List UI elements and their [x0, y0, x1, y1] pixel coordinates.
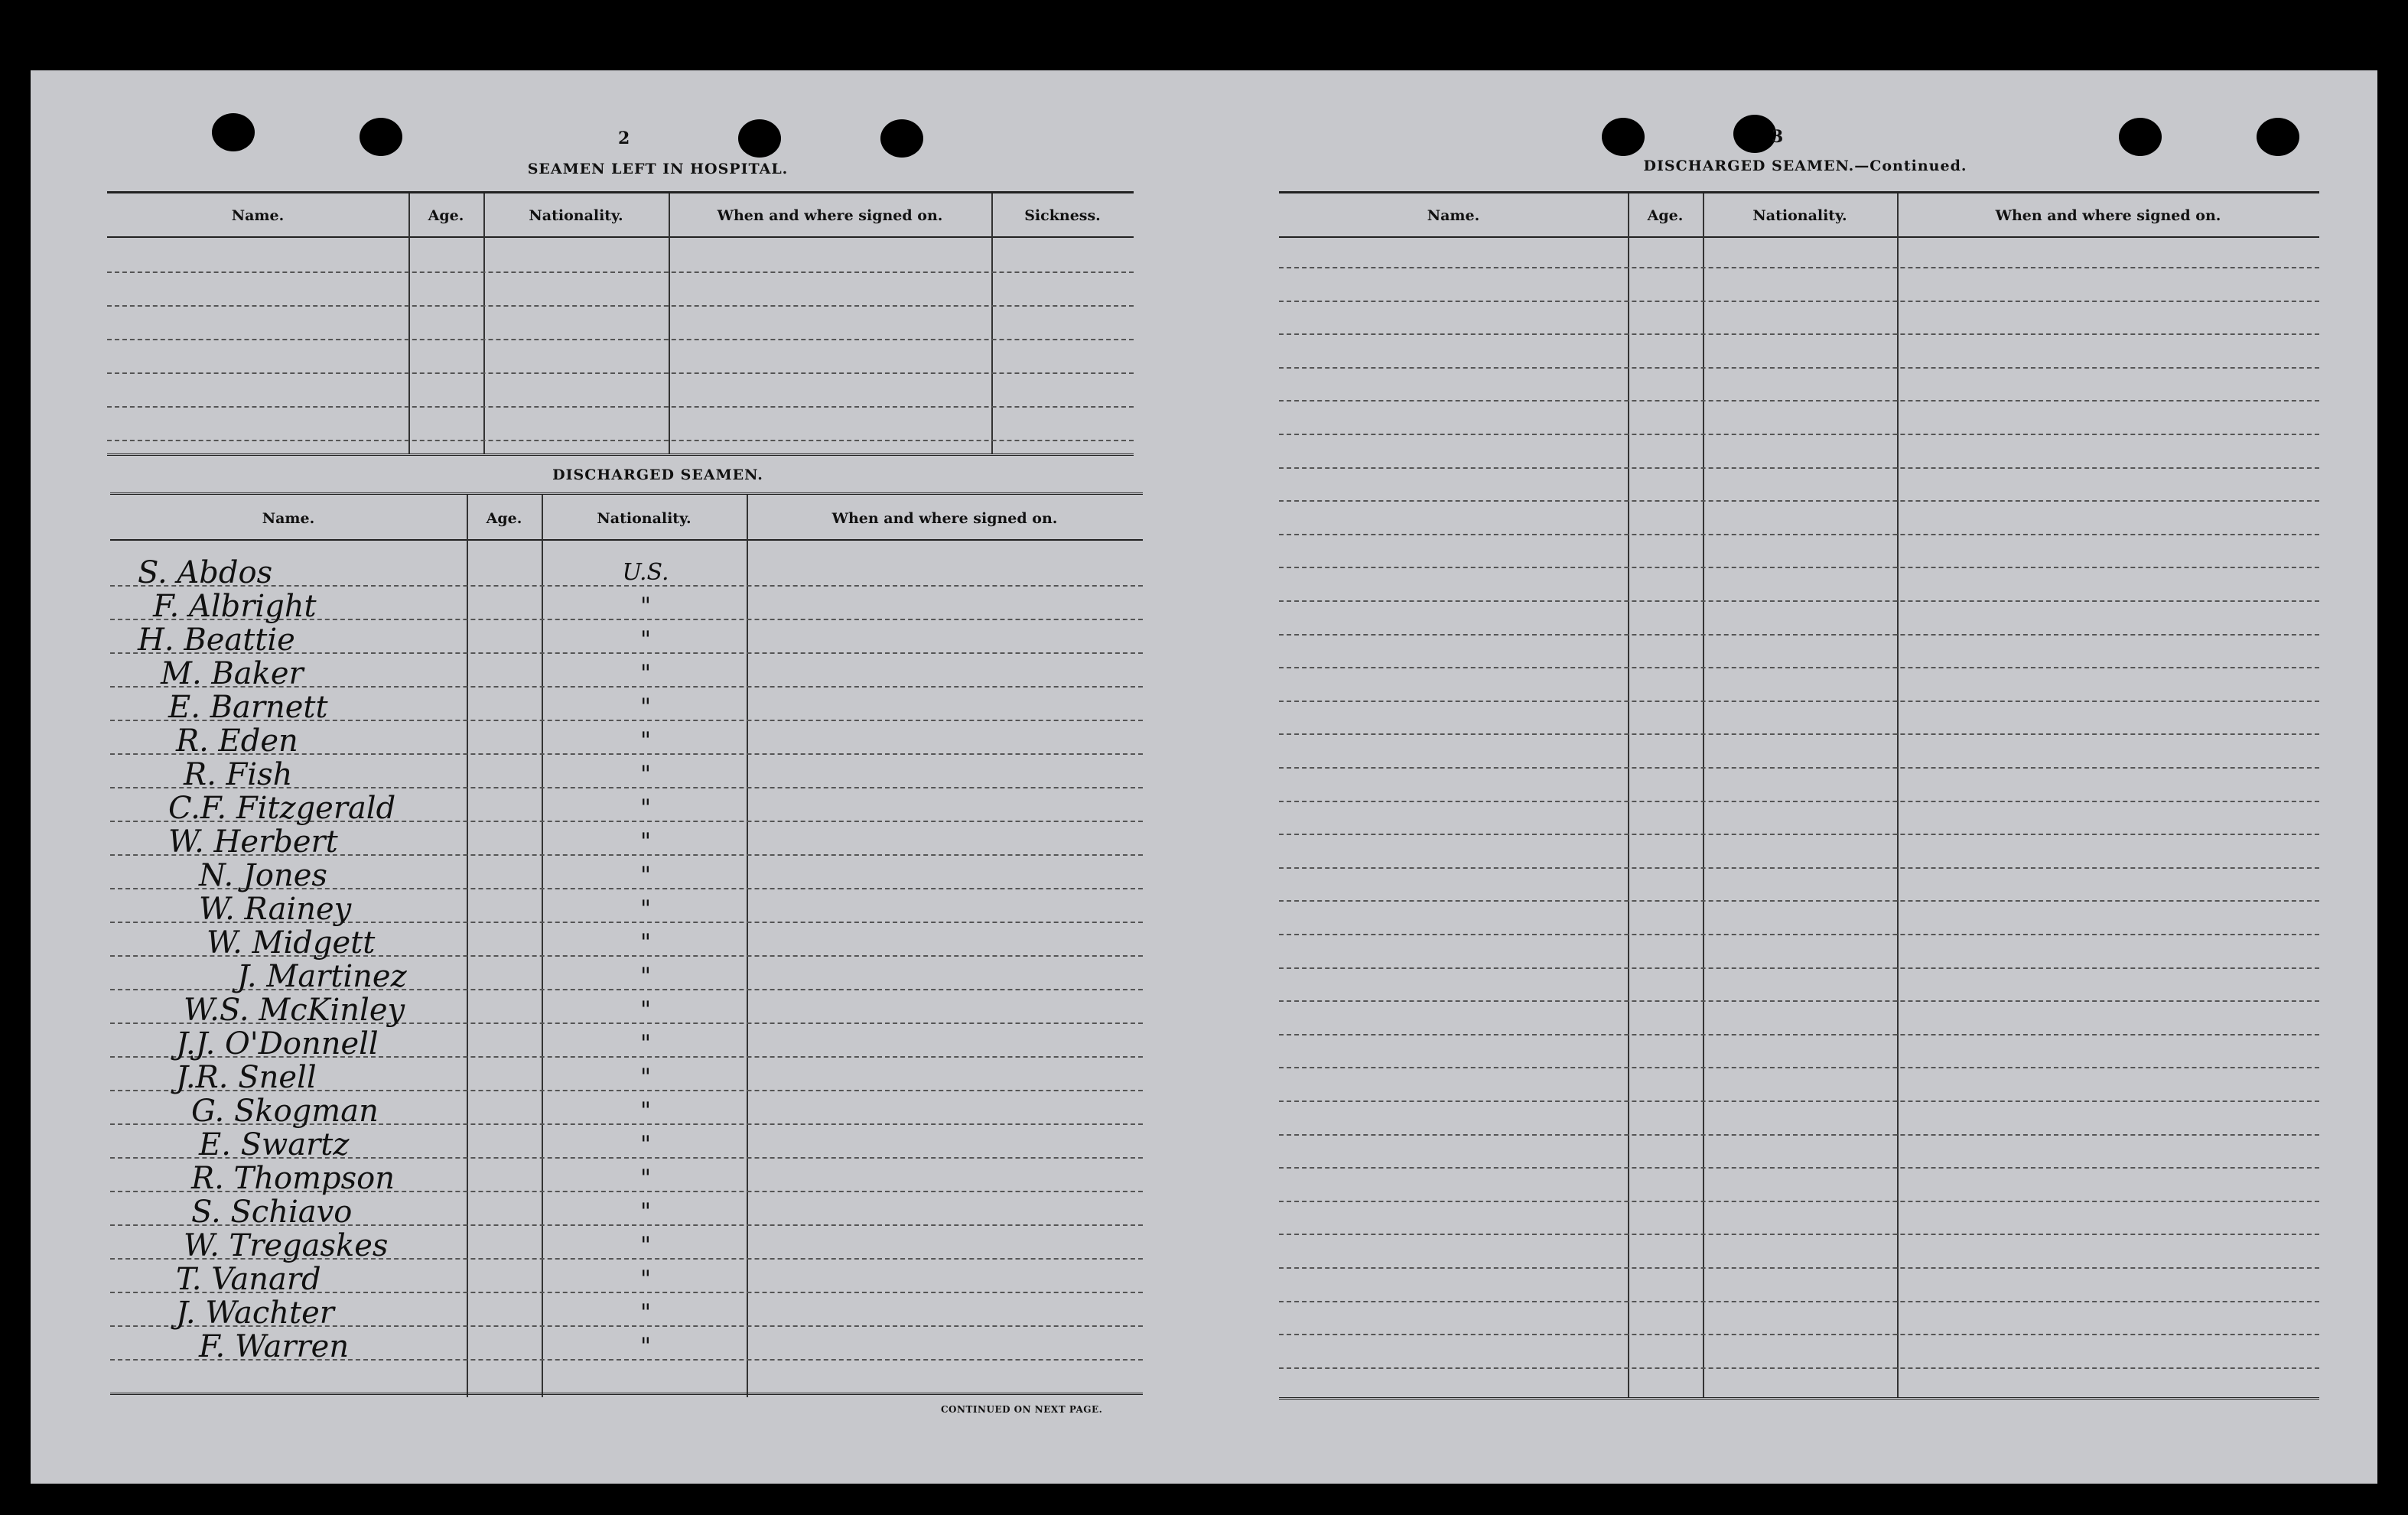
table-row: [1279, 733, 2319, 735]
document-sheet: [31, 70, 2377, 1484]
table-row: [1279, 1167, 2319, 1169]
seaman-name: C.F. Fitzgerald: [168, 791, 396, 826]
table-row: [1279, 600, 2319, 602]
seaman-name: F. Warren: [199, 1329, 350, 1364]
table-row: [1279, 467, 2319, 469]
table-row: [107, 372, 1134, 374]
table-bottom-rule: [107, 454, 1134, 456]
seaman-nationality: ": [640, 963, 651, 990]
header-name: Name.: [231, 207, 285, 224]
seaman-name: J.R. Snell: [176, 1060, 317, 1095]
table-row: [1279, 934, 2319, 935]
column-divider: [1897, 193, 1899, 1397]
seaman-nationality: ": [640, 896, 651, 922]
table-row: [107, 440, 1134, 441]
header-name: Name.: [262, 510, 315, 527]
seaman-name: E. Barnett: [168, 690, 328, 725]
column-divider: [991, 193, 993, 454]
header-nationality: Nationality.: [597, 510, 691, 527]
seaman-nationality: ": [640, 1232, 651, 1259]
table-row: [107, 271, 1134, 273]
table-row: [1279, 567, 2319, 568]
seaman-nationality: ": [640, 862, 651, 889]
table-row: [1279, 667, 2319, 668]
seaman-name: J.J. O'Donnell: [176, 1026, 379, 1061]
seaman-nationality: ": [640, 1266, 651, 1292]
header-sickness: Sickness.: [1024, 207, 1101, 224]
table-row: [107, 339, 1134, 340]
seaman-nationality: ": [640, 1198, 651, 1225]
seaman-nationality: ": [640, 996, 651, 1023]
table-row: [1279, 1234, 2319, 1235]
table-row: [1279, 1034, 2319, 1035]
seaman-nationality: ": [640, 1030, 651, 1057]
seaman-nationality: ": [640, 593, 651, 619]
column-divider: [542, 495, 543, 1397]
seaman-name: G. Skogman: [191, 1094, 379, 1129]
header-name: Name.: [1427, 207, 1480, 224]
column-divider: [669, 193, 670, 454]
seaman-nationality: ": [640, 828, 651, 855]
table-row: [1279, 267, 2319, 268]
seaman-name: S. Abdos: [138, 555, 273, 590]
right-page-number: 3: [1772, 127, 1784, 147]
header-signed-on: When and where signed on.: [717, 207, 943, 224]
discharged-section-title: DISCHARGED SEAMEN.: [552, 467, 763, 483]
hospital-table-header: [107, 198, 1134, 238]
header-age: Age.: [486, 510, 522, 527]
seaman-nationality: ": [640, 929, 651, 956]
table-row: [107, 305, 1134, 307]
seaman-nationality: ": [640, 761, 651, 788]
discharged-continued-title: DISCHARGED SEAMEN.—Continued.: [1643, 158, 1967, 174]
seaman-nationality: ": [640, 1333, 651, 1360]
table-row: [1279, 967, 2319, 969]
discharged-table-header: [110, 501, 1143, 541]
seaman-nationality: U.S.: [622, 559, 669, 586]
table-row: [1279, 333, 2319, 335]
seaman-name: J. Martinez: [237, 959, 407, 994]
table-row: [1279, 400, 2319, 402]
table-row: [1279, 767, 2319, 769]
punch-hole: [1602, 118, 1645, 156]
left-page-number: 2: [618, 128, 630, 148]
seaman-name: R. Thompson: [191, 1161, 395, 1196]
seaman-name: J. Wachter: [176, 1296, 334, 1331]
table-row: [1279, 1201, 2319, 1202]
seaman-name: W. Herbert: [168, 824, 338, 860]
hospital-table: [107, 191, 1134, 460]
column-divider: [1703, 193, 1704, 1397]
header-nationality: Nationality.: [1752, 207, 1847, 224]
continued-footnote: CONTINUED ON NEXT PAGE.: [941, 1404, 1103, 1415]
table-row: [1279, 1334, 2319, 1335]
seaman-nationality: ": [640, 626, 651, 653]
seaman-name: W. Rainey: [199, 892, 352, 927]
table-bottom-rule: [1279, 1397, 2319, 1400]
seaman-nationality: ": [640, 660, 651, 687]
punch-hole: [2257, 118, 2299, 156]
seaman-name: R. Eden: [176, 723, 298, 759]
punch-hole: [2119, 118, 2162, 156]
table-row: [1279, 1134, 2319, 1136]
seaman-nationality: ": [640, 694, 651, 720]
seaman-name: W.S. McKinley: [184, 993, 405, 1028]
seaman-nationality: ": [640, 1064, 651, 1091]
discharged-table: [110, 493, 1143, 1397]
punch-hole: [212, 113, 255, 151]
table-row: [1279, 1067, 2319, 1068]
header-nationality: Nationality.: [529, 207, 623, 224]
table-row: [1279, 1301, 2319, 1302]
seaman-nationality: ": [640, 1165, 651, 1192]
table-row: [1279, 1267, 2319, 1269]
punch-hole: [738, 119, 781, 158]
seaman-nationality: ": [640, 795, 651, 821]
table-row: [1279, 900, 2319, 902]
seaman-nationality: ": [640, 1131, 651, 1158]
table-row: [1279, 801, 2319, 802]
column-divider: [408, 193, 410, 454]
seaman-name: W. Midgett: [207, 925, 376, 961]
table-row: [1279, 834, 2319, 835]
header-signed-on: When and where signed on.: [1995, 207, 2221, 224]
table-row: [1279, 1000, 2319, 1002]
table-row: [1279, 867, 2319, 869]
table-row: [1279, 500, 2319, 502]
seaman-name: N. Jones: [199, 858, 327, 893]
seaman-name: E. Swartz: [199, 1127, 350, 1162]
table-row: [1279, 701, 2319, 702]
header-age: Age.: [428, 207, 464, 224]
table-row: [1279, 301, 2319, 302]
punch-hole: [880, 119, 923, 158]
table-bottom-rule: [110, 1393, 1143, 1395]
table-row: [1279, 434, 2319, 435]
seaman-name: T. Vanard: [176, 1262, 321, 1297]
column-divider: [467, 495, 468, 1397]
table-row: [1279, 634, 2319, 636]
header-age: Age.: [1647, 207, 1684, 224]
table-row: [1279, 1100, 2319, 1102]
seaman-name: R. Fish: [184, 757, 293, 792]
header-signed-on: When and where signed on.: [831, 510, 1058, 527]
table-row: [1279, 534, 2319, 535]
hospital-section-title: SEAMEN LEFT IN HOSPITAL.: [527, 161, 789, 177]
table-row: [1279, 367, 2319, 369]
punch-hole: [1733, 115, 1776, 153]
column-divider: [1628, 193, 1629, 1397]
seaman-name: F. Albright: [153, 589, 317, 624]
discharged-continued-table: [1279, 191, 2319, 1402]
table-row: [107, 406, 1134, 408]
table-row: [1279, 1367, 2319, 1369]
seaman-name: H. Beattie: [138, 623, 295, 658]
seaman-name: S. Schiavo: [191, 1195, 353, 1230]
column-divider: [747, 495, 748, 1397]
column-divider: [483, 193, 485, 454]
discharged-continued-header: [1279, 198, 2319, 238]
seaman-nationality: ": [640, 1097, 651, 1124]
punch-hole: [360, 118, 402, 156]
seaman-name: M. Baker: [161, 656, 304, 691]
seaman-nationality: ": [640, 1299, 651, 1326]
seaman-nationality: ": [640, 727, 651, 754]
seaman-name: W. Tregaskes: [184, 1228, 389, 1263]
